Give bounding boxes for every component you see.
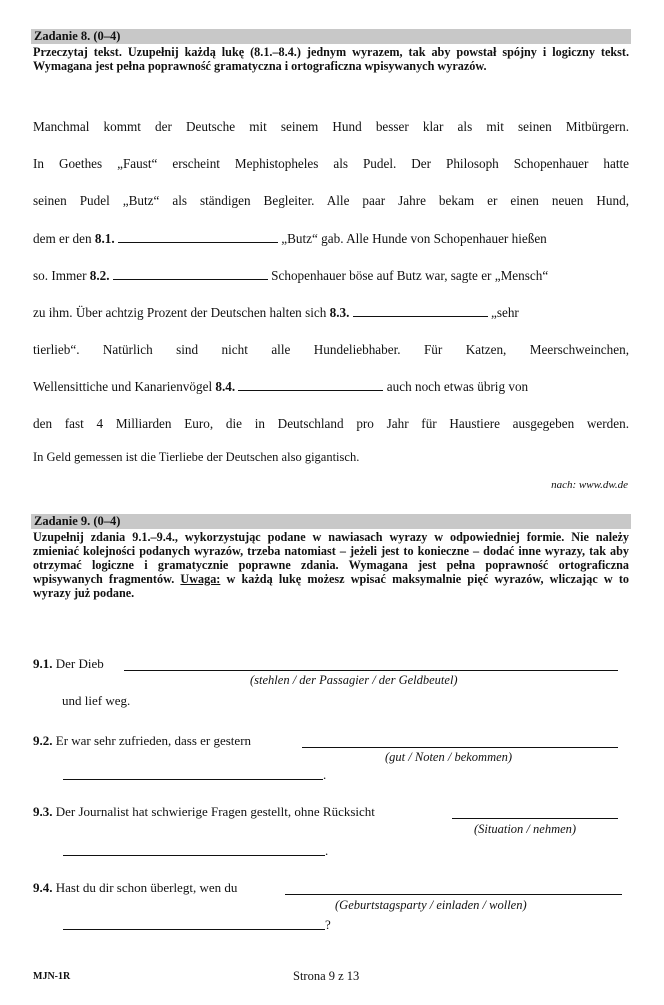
text-line: tierlieb“. Natürlich sind nicht alle Hundeliebhaber. Für Katzen, Meerschweinchen, bbox=[33, 342, 629, 357]
hint-9-2: (gut / Noten / bekommen) bbox=[385, 750, 513, 764]
exercise-9-1 bbox=[33, 656, 104, 672]
hint-9-3: (Situation / nehmen) bbox=[474, 822, 577, 836]
text-fragment: „Butz“ gab. Alle Hunde von Schopenhauer hießen bbox=[281, 231, 547, 246]
exercise-9-3 bbox=[33, 804, 375, 820]
item-number: 9.1. bbox=[33, 656, 53, 671]
gap-8-4[interactable] bbox=[238, 378, 383, 391]
gap-8-1[interactable] bbox=[118, 230, 278, 243]
page-number: Strona 9 z 13 bbox=[293, 969, 360, 983]
text-fragment: dem er den bbox=[33, 231, 92, 246]
text-fragment: zu ihm. Über achtzig Prozent der Deutschen halten sich bbox=[33, 305, 327, 320]
instruction-text: Uzupełnij zdania 9.1.–9.4., wykorzystując podane w nawiasach wyrazy w odpowiedniej formie. Nie należy zmieniać kolejności podanych wyrazów, trzeba natomiast – jeżeli jest to konieczne – dodać inne wyrazy, tak aby otrzymać logiczne i gramatycznie poprawne zdania. Wymagana jest pełna poprawność ortograficzna wpisywanych fragmentów. bbox=[33, 530, 629, 586]
text-line bbox=[33, 378, 629, 396]
item-number: 9.2. bbox=[33, 733, 53, 748]
text-fragment: so. Immer bbox=[33, 268, 87, 283]
gap-number: 8.4. bbox=[215, 379, 236, 394]
exercise-9-4 bbox=[33, 880, 237, 896]
answer-line-9-4b[interactable] bbox=[63, 929, 325, 930]
task9-heading: Zadanie 9. (0–4) bbox=[31, 514, 631, 529]
item-text: Der Dieb bbox=[55, 656, 104, 671]
answer-line-9-2b[interactable] bbox=[63, 779, 323, 780]
item-text: Der Journalist hat schwierige Fragen gestellt, ohne Rücksicht bbox=[55, 804, 375, 819]
answer-line-9-4[interactable] bbox=[285, 894, 622, 895]
item-text: Hast du dir schon überlegt, wen du bbox=[55, 880, 238, 895]
source-note: nach: www.dw.de bbox=[551, 479, 628, 491]
text-line: In Geld gemessen ist die Tierliebe der Deutschen also gigantisch. bbox=[33, 450, 360, 464]
text-line: seinen Pudel „Butz“ als ständigen Begleiter. Alle paar Jahre bekam er einen neuen Hund, bbox=[33, 193, 629, 208]
text-line: In Goethes „Faust“ erscheint Mephistopheles als Pudel. Der Philosoph Schopenhauer hatte bbox=[33, 156, 629, 171]
task8-heading: Zadanie 8. (0–4) bbox=[31, 29, 631, 44]
item-number: 9.3. bbox=[33, 804, 53, 819]
gap-number: 8.3. bbox=[329, 305, 350, 320]
gap-8-2[interactable] bbox=[113, 267, 268, 280]
gap-number: 8.1. bbox=[94, 231, 115, 246]
item-number: 9.4. bbox=[33, 880, 53, 895]
note-label: Uwaga: bbox=[180, 572, 221, 586]
text-fragment: Wellensittiche und Kanarienvögel bbox=[33, 379, 213, 394]
text-line bbox=[33, 267, 629, 285]
hint-9-1: (stehlen / der Passagier / der Geldbeutel) bbox=[250, 673, 458, 687]
text-line bbox=[33, 230, 629, 248]
item-end-9-2: . bbox=[323, 767, 327, 782]
item-text: Er war sehr zufrieden, dass er gestern bbox=[55, 733, 252, 748]
answer-line-9-2[interactable] bbox=[302, 747, 618, 748]
text-line bbox=[33, 304, 629, 322]
item-end-9-3: . bbox=[325, 843, 329, 858]
task8-instruction: Przeczytaj tekst. Uzupełnij każdą lukę (8.1.–8.4.) jednym wyrazem, tak aby powstał spójny i logiczny tekst. Wymagana jest pełna poprawność gramatyczna i ortograficzna wpisywanych wyrazów. bbox=[33, 45, 629, 73]
text-fragment: Schopenhauer böse auf Butz war, sagte er „Mensch“ bbox=[271, 268, 549, 283]
note-text: w każdą lukę możesz wpisać maksymalnie pięć wyrazów, wliczając w to wyrazy już podane. bbox=[33, 572, 630, 600]
answer-line-9-1[interactable] bbox=[124, 670, 618, 671]
gap-8-3[interactable] bbox=[353, 304, 488, 317]
exam-code: MJN-1R bbox=[33, 971, 71, 982]
text-line: den fast 4 Milliarden Euro, die in Deutschland pro Jahr für Haustiere ausgegeben werden. bbox=[33, 416, 629, 431]
exercise-9-2 bbox=[33, 733, 251, 749]
item-end-9-1: und lief weg. bbox=[62, 693, 131, 708]
text-line: Manchmal kommt der Deutsche mit seinem Hund besser klar als mit seinen Mitbürgern. bbox=[33, 119, 629, 134]
text-fragment: „sehr bbox=[491, 305, 519, 320]
answer-line-9-3[interactable] bbox=[452, 818, 618, 819]
hint-9-4: (Geburtstagsparty / einladen / wollen) bbox=[335, 898, 527, 912]
gap-number: 8.2. bbox=[89, 268, 110, 283]
task9-instruction bbox=[33, 530, 629, 600]
answer-line-9-3b[interactable] bbox=[63, 855, 325, 856]
text-fragment: auch noch etwas übrig von bbox=[386, 379, 529, 394]
item-end-9-4: ? bbox=[325, 917, 331, 932]
